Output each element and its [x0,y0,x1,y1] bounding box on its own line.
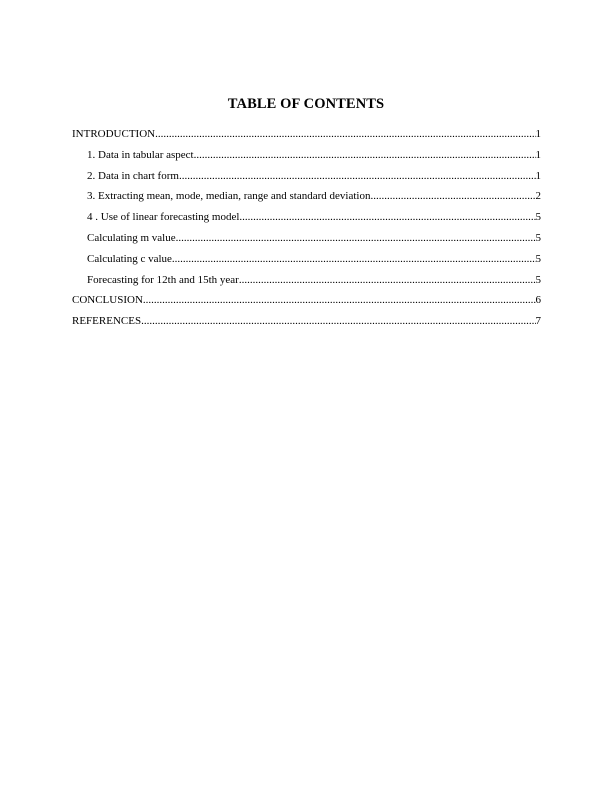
toc-entry-page-number: 5 [535,252,541,265]
toc-entry-data-chart[interactable] [72,169,541,190]
toc-entry-introduction[interactable] [72,127,541,148]
dot-leader [155,127,535,141]
toc-entry-label: Calculating c value [87,252,172,265]
toc-entry-forecasting-years[interactable] [72,273,541,294]
toc-entry-references[interactable] [72,314,541,335]
dot-leader [239,210,535,224]
toc-entry-page-number: 5 [535,211,541,224]
toc-entry-page-number: 2 [535,190,541,203]
toc-entry-linear-forecasting[interactable] [72,210,541,231]
toc-entry-label: 1. Data in tabular aspect [87,148,194,161]
toc-entry-conclusion[interactable] [72,293,541,314]
dot-leader [141,314,535,328]
toc-entry-label: INTRODUCTION [72,128,156,140]
toc-entry-statistics[interactable] [72,189,541,210]
dot-leader [179,169,536,183]
dot-leader [370,189,535,203]
dot-leader [239,273,536,287]
toc-entry-page-number: 1 [535,128,541,140]
toc-entry-page-number: 7 [535,315,541,328]
toc-entry-label: CONCLUSION [72,294,143,307]
dot-leader [194,148,536,162]
toc-entry-page-number: 1 [535,148,541,161]
toc-entry-label: 2. Data in chart form [87,169,179,182]
toc-entry-page-number: 1 [535,169,541,182]
toc-entry-label: Calculating m value [87,231,176,244]
dot-leader [172,252,536,266]
page-title: TABLE OF CONTENTS [227,96,385,112]
toc-entry-page-number: 5 [535,231,541,244]
toc-entry-page-number: 5 [535,273,541,286]
toc-entry-page-number: 6 [535,294,541,307]
table-of-contents [72,127,541,335]
toc-entry-m-value[interactable] [72,231,541,252]
toc-entry-label: Forecasting for 12th and 15th year [87,273,239,286]
toc-entry-label: 4 . Use of linear forecasting model [87,211,240,224]
toc-entry-label: REFERENCES [72,315,142,328]
toc-entry-label: 3. Extracting mean, mode, median, range and standard deviation [87,190,371,203]
toc-entry-c-value[interactable] [72,252,541,273]
dot-leader [176,231,536,245]
dot-leader [143,293,536,307]
toc-entry-data-tabular[interactable] [72,148,541,169]
